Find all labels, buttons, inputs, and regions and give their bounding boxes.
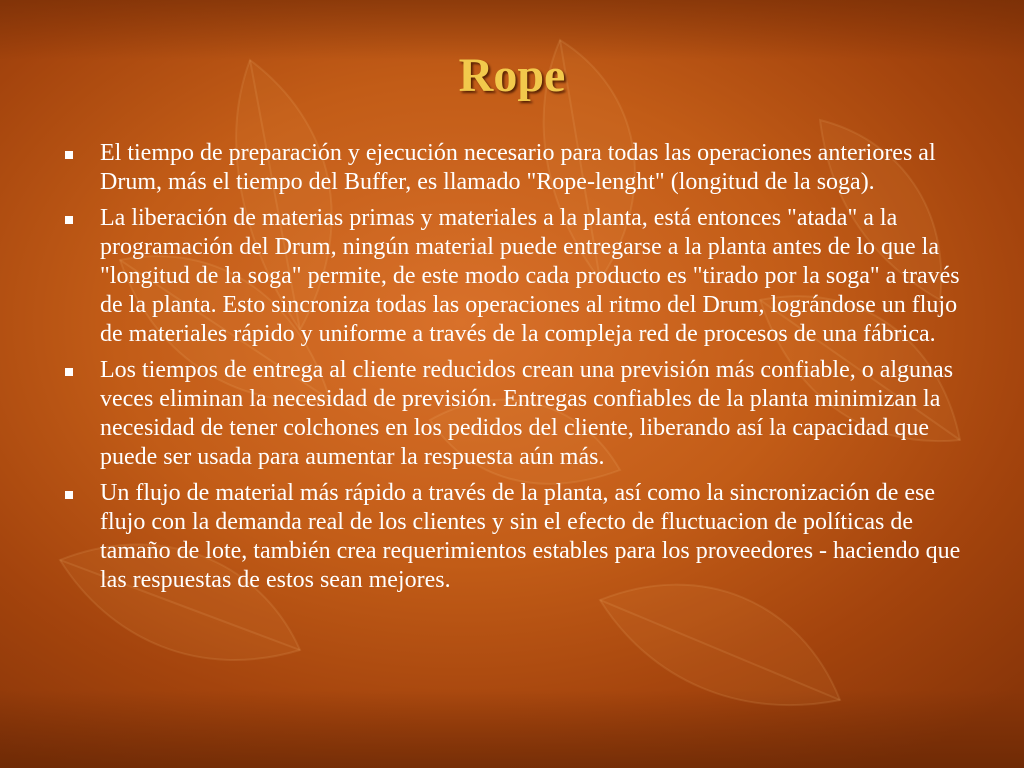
bullet-item-4 [63,479,963,595]
square-bullet-icon [65,151,73,159]
square-bullet-icon [65,216,73,224]
bullet-text-3: Los tiempos de entrega al cliente reducidos crean una previsión más confiable, o algunas veces eliminan la necesidad de previsión. Entregas confiables de la planta minimizan la necesidad de tener colchones en los pedidos del cliente, liberando así la capacidad que puede ser usada para aumentar la respuesta aún más. [100,357,954,470]
bullet-text-1: El tiempo de preparación y ejecución necesario para todas las operaciones anteriores al Drum, más el tiempo del Buffer, es llamado "Rope-lenght" (longitud de la soga). [100,140,936,195]
square-bullet-icon [65,368,73,376]
bullet-item-1 [63,139,963,197]
bullet-text-2: La liberación de materias primas y materiales a la planta, está entonces "atada" a la programación del Drum, ningún material puede entregarse a la planta antes de lo que la "longitud de la soga" permite, de este modo cada producto es "tirado por la soga" a través de la planta. Esto sincroniza todas las operaciones al ritmo del Drum, lográndose un flujo de materiales rápido y uniforme a través de la compleja red de procesos de una fábrica. [100,205,960,347]
bullet-item-3 [63,356,963,472]
bullet-list [63,139,963,602]
slide-title: Rope [458,49,566,102]
bullet-text-4: Un flujo de material más rápido a través de la planta, así como la sincronización de ese flujo con la demanda real de los clientes y sin el efecto de fluctuacion de políticas de tamaño de lote, también crea requerimientos estables para los proveedores - haciendo que las respuestas de estos sean mejores. [100,480,961,593]
bullet-item-2 [63,204,963,349]
square-bullet-icon [65,491,73,499]
